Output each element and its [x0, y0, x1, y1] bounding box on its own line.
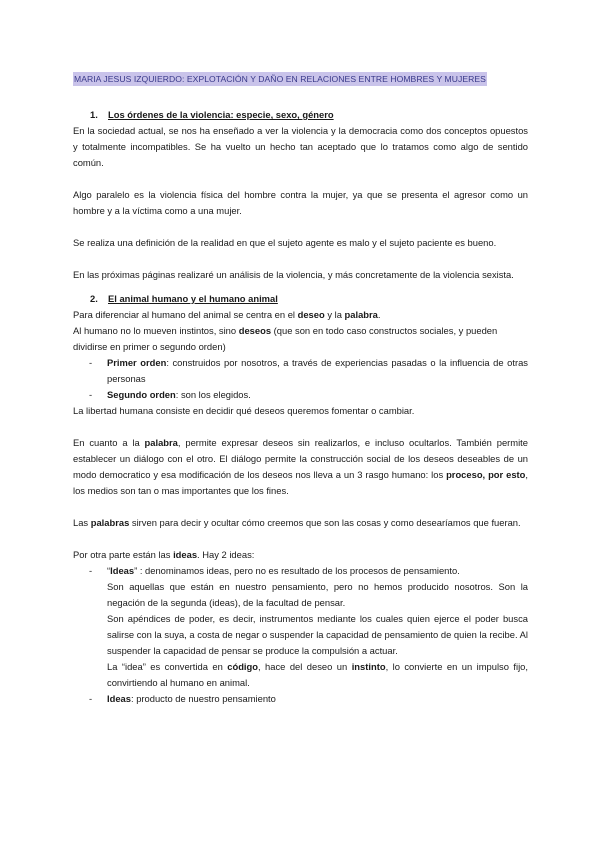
sub-paragraph: Son aquellas que están en nuestro pensamiento, pero no hemos producido nosotros. Son la negación de la segunda (ideas), de la facultad de pensar.	[107, 581, 528, 608]
section-2-title: El animal humano y el humano animal	[108, 293, 278, 304]
bullet-dash: -	[89, 565, 93, 576]
paragraph: Por otra parte están las ideas. Hay 2 ideas:	[73, 549, 255, 560]
section-2-number: 2.	[90, 293, 98, 304]
document-title: MARIA JESUS IZQUIERDO: EXPLOTACIÓN Y DAÑO EN RELACIONES ENTRE HOMBRES Y MUJERES	[74, 74, 486, 84]
list-item: - Primer orden: construidos por nosotros, a través de experiencias pasadas o la influencia de otras personas	[73, 355, 528, 387]
section-1-title: Los órdenes de la violencia: especie, sexo, género	[108, 109, 334, 120]
list-item: - Segundo orden: son los elegidos.	[73, 387, 528, 403]
sub-paragraph: La “idea” es convertida en código, hace del deseo un instinto, lo convierte en un impulso fijo, convirtiendo al humano en animal.	[107, 661, 528, 688]
paragraph: En las próximas páginas realizaré un análisis de la violencia, y más concretamente de la violencia sexista.	[73, 269, 514, 280]
paragraph: La libertad humana consiste en decidir qué deseos queremos fomentar o cambiar.	[73, 405, 415, 416]
bullet-dash: -	[89, 693, 93, 704]
paragraph: Se realiza una definición de la realidad en que el sujeto agente es malo y el sujeto paciente es bueno.	[73, 237, 497, 248]
paragraph: Las palabras sirven para decir y ocultar cómo creemos que son las cosas y como desearíamos que fueran.	[73, 517, 521, 528]
list-item: - Ideas: producto de nuestro pensamiento	[73, 691, 528, 707]
document-body	[73, 71, 528, 707]
list-item: - “Ideas” : denominamos ideas, pero no es resultado de los procesos de pensamiento.	[73, 563, 528, 579]
section-2-heading	[90, 291, 528, 307]
sub-paragraph: Son apéndices de poder, es decir, instrumentos mediante los cuales quien ejerce el poder busca salirse con la suya, a costa de negar o suspender la capacidad de pensamiento de quien la recibe. Al suspender la capacidad de pensar se produce la compulsión a actuar.	[107, 613, 528, 656]
paragraph: Algo paralelo es la violencia física del hombre contra la mujer, ya que se presenta el agresor como un hombre y a la víctima como a una mujer.	[73, 189, 528, 216]
paragraph: Al humano no lo mueven instintos, sino deseos (que son en todo caso constructos sociales, y pueden dividirse en primer o segundo orden)	[73, 325, 498, 352]
bullet-dash: -	[89, 357, 93, 368]
bullet-dash: -	[89, 389, 93, 400]
paragraph: Para diferenciar al humano del animal se centra en el deseo y la palabra.	[73, 309, 381, 320]
paragraph: En la sociedad actual, se nos ha enseñado a ver la violencia y la democracia como dos conceptos opuestos y totalmente incompatibles. Se ha vuelto un hecho tan aceptado que lo tratamos como algo de sentido común.	[73, 125, 528, 168]
section-1-number: 1.	[90, 109, 98, 120]
section-1-heading	[90, 107, 528, 123]
paragraph: En cuanto a la palabra, permite expresar deseos sin realizarlos, e incluso ocultarlos. También permite establecer un diálogo con el otro. El diálogo permite la construcción social de los deseos deseables de un modo democratico y esa modificación de los deseos nos lleva a un 3 rasgo humano: los proceso, por esto, los medios son tan o mas importantes que los fines.	[73, 437, 528, 496]
